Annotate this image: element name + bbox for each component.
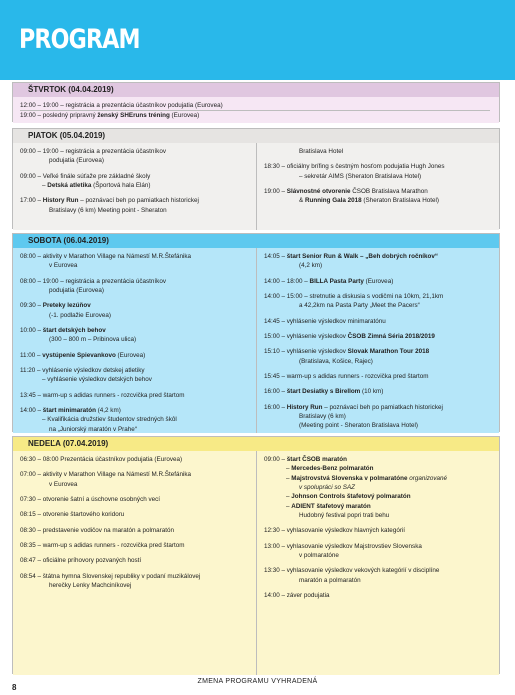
schedule-text: podujatia (Eurovea) bbox=[49, 287, 104, 295]
schedule-line bbox=[20, 147, 248, 156]
schedule-text: 18:30 – oficiálny brífing s čestným hosťom podujatia Hugh Jones bbox=[264, 163, 445, 171]
schedule-text: 08:15 – otvorenie štartového koridoru bbox=[20, 511, 125, 519]
section-body-saturday bbox=[13, 248, 499, 433]
schedule-line bbox=[20, 156, 248, 165]
schedule-text: 14:00 – záver podujatia bbox=[264, 592, 330, 600]
schedule-line bbox=[20, 326, 248, 335]
section-body-friday bbox=[13, 143, 499, 230]
schedule-text: – bbox=[42, 182, 48, 190]
section-heading-friday: PIATOK (05.04.2019) bbox=[13, 129, 499, 143]
schedule-line bbox=[264, 261, 494, 270]
schedule-line bbox=[20, 495, 248, 504]
section-friday bbox=[12, 128, 500, 229]
schedule-line bbox=[20, 311, 248, 320]
schedule-text: (4,2 km) bbox=[95, 407, 121, 415]
schedule-text: vystúpenie Spievankovo bbox=[42, 351, 116, 359]
schedule-line bbox=[264, 277, 494, 286]
schedule-text: (Eurovea) bbox=[115, 351, 146, 359]
schedule-text: v spolupráci so SAZ bbox=[299, 484, 355, 492]
schedule-text: štart minimaratón bbox=[42, 407, 96, 415]
schedule-text: 09:30 – bbox=[20, 302, 43, 310]
schedule-text: – sekretár AIMS (Sheraton Bratislava Hotel) bbox=[299, 172, 422, 180]
schedule-line bbox=[20, 366, 248, 375]
schedule-text: podujatia (Eurovea) bbox=[49, 157, 104, 165]
schedule-text: 09:00 – bbox=[264, 456, 287, 463]
schedule-line bbox=[20, 415, 248, 424]
schedule-text: – bbox=[286, 465, 292, 473]
schedule-text: 11:20 – vyhlásenie výsledkov detskej atletiky bbox=[20, 367, 145, 375]
schedule-line bbox=[20, 541, 248, 550]
schedule-line bbox=[264, 372, 494, 381]
schedule-text: (10 km) bbox=[360, 388, 384, 396]
schedule-text: a 42,2km na Pasta Party „Meet the Pacers“ bbox=[299, 302, 420, 310]
schedule-line bbox=[20, 101, 490, 111]
schedule-line bbox=[264, 464, 494, 473]
schedule-text: štart ČSOB maratón bbox=[286, 456, 347, 463]
sunday-right-column bbox=[264, 455, 494, 600]
section-heading-sunday: NEDEĽA (07.04.2019) bbox=[13, 437, 499, 451]
schedule-text: BILLA Pasta Party bbox=[309, 277, 364, 285]
schedule-line bbox=[264, 252, 494, 261]
schedule-text: Slávnostné otvorenie bbox=[286, 188, 351, 196]
schedule-text: 13:45 – warm-up s adidas runners - rozcvička pred štartom bbox=[20, 391, 185, 399]
schedule-text: organizované bbox=[407, 474, 448, 482]
schedule-text: Running Gala 2018 bbox=[304, 197, 362, 205]
schedule-text: štart detských behov bbox=[42, 327, 106, 335]
schedule-line bbox=[264, 162, 494, 171]
schedule-line bbox=[264, 492, 494, 501]
schedule-text: 08:30 – predstavenie vodičov na maratón a polmaratón bbox=[20, 526, 175, 534]
schedule-line bbox=[264, 196, 494, 205]
schedule-line bbox=[264, 474, 494, 483]
schedule-line bbox=[264, 591, 494, 600]
schedule-text: 15:10 – vyhlásenie výsledkov bbox=[264, 348, 348, 356]
schedule-line bbox=[20, 375, 248, 384]
schedule-line bbox=[264, 387, 494, 396]
schedule-line bbox=[264, 317, 494, 326]
schedule-text: (Eurovea) bbox=[363, 277, 394, 285]
schedule-text: – bbox=[286, 502, 292, 510]
schedule-line bbox=[264, 551, 494, 560]
schedule-line bbox=[20, 181, 248, 190]
schedule-line bbox=[264, 421, 494, 430]
schedule-line bbox=[264, 412, 494, 421]
schedule-text: Detská atletika bbox=[47, 182, 92, 190]
schedule-text: 10:00 – bbox=[20, 327, 43, 335]
schedule-text: 08:47 – oficiálne príhovory pozvaných hostí bbox=[20, 557, 142, 565]
schedule-line bbox=[264, 483, 494, 492]
schedule-text: – vyhlásenie výsledkov detských behov bbox=[42, 376, 152, 384]
saturday-right-column bbox=[264, 252, 494, 446]
footer-note: ZMENA PROGRAMU VYHRADENÁ bbox=[197, 678, 318, 685]
schedule-text: v Eurovea bbox=[49, 480, 78, 488]
schedule-text: 14:00 – 18:00 – bbox=[264, 277, 310, 285]
schedule-line bbox=[264, 526, 494, 535]
column-divider bbox=[256, 143, 257, 230]
schedule-text: (Eurovea) bbox=[169, 112, 200, 120]
schedule-text: – bbox=[286, 493, 292, 501]
thursday-column bbox=[20, 101, 490, 121]
schedule-text: History Run bbox=[286, 403, 323, 411]
schedule-line bbox=[20, 286, 248, 295]
schedule-line bbox=[264, 301, 494, 310]
schedule-text: 08:35 – warm-up s adidas runners - rozcvička pred štartom bbox=[20, 542, 185, 550]
schedule-text: 19:00 – bbox=[264, 188, 287, 196]
schedule-text: 12:00 – 19:00 – registrácia a prezentácia účastníkov podujatia (Eurovea) bbox=[20, 102, 223, 109]
schedule-line bbox=[20, 111, 490, 120]
schedule-text: (Bratislava, Košice, Rajec) bbox=[299, 357, 373, 365]
schedule-text: 15:00 – vyhlásenie výsledkov bbox=[264, 333, 348, 341]
section-saturday bbox=[12, 233, 500, 432]
schedule-line bbox=[264, 292, 494, 301]
schedule-text: (Sheraton Bratislava Hotel) bbox=[361, 197, 439, 205]
schedule-line bbox=[20, 172, 248, 181]
schedule-text: History Run bbox=[42, 197, 79, 205]
schedule-text: štart Senior Run & Walk – „Beh dobrých ročníkov“ bbox=[286, 253, 439, 260]
schedule-text: 08:00 – 19:00 – registrácia a prezentácia účastníkov bbox=[20, 277, 166, 285]
schedule-text: – poznávací beh po pamiatkach historickej bbox=[78, 197, 199, 205]
schedule-text: 13:30 – vyhlasovanie výsledkov vekových kategórií v disciplíne bbox=[264, 567, 440, 575]
schedule-text: 17:00 – bbox=[20, 197, 43, 205]
schedule-text: 09:00 – Veľké finále súťaže pre základné školy bbox=[20, 172, 151, 180]
sunday-left-column bbox=[20, 455, 248, 590]
section-heading-saturday: SOBOTA (06.04.2019) bbox=[13, 234, 499, 248]
schedule-text: 07:30 – otvorenie šatní a úschovne osobných vecí bbox=[20, 496, 161, 504]
schedule-line bbox=[264, 502, 494, 511]
schedule-text: (-1. podlažie Eurovea) bbox=[49, 311, 111, 319]
schedule-text: v polmaratóne bbox=[299, 552, 339, 560]
friday-left-column bbox=[20, 147, 248, 215]
schedule-text: – poznávací beh po pamiatkach historickej bbox=[322, 403, 443, 411]
schedule-text: 15:45 – warm-up s adidas runners - rozcvička pred štartom bbox=[264, 373, 429, 381]
schedule-text: (4,2 km) bbox=[299, 262, 323, 270]
schedule-text: (Športová hala Elán) bbox=[91, 182, 151, 190]
schedule-text: v Eurovea bbox=[49, 262, 78, 270]
schedule-line bbox=[20, 455, 248, 464]
schedule-text: 14:05 – bbox=[264, 253, 287, 260]
schedule-line bbox=[20, 301, 248, 310]
schedule-text: Bratislavy (6 km) Meeting point - Sheraton bbox=[49, 206, 167, 214]
schedule-line bbox=[264, 576, 494, 585]
schedule-line bbox=[20, 526, 248, 535]
schedule-line bbox=[20, 351, 248, 360]
schedule-line bbox=[20, 277, 248, 286]
schedule-text: 09:00 – 19:00 – registrácia a prezentácia účastníkov bbox=[20, 148, 166, 155]
schedule-text: 12:30 – vyhlasovanie výsledkov hlavných kategórií bbox=[264, 527, 406, 535]
schedule-line bbox=[20, 470, 248, 479]
schedule-line bbox=[20, 425, 248, 434]
schedule-line bbox=[20, 480, 248, 489]
schedule-line bbox=[264, 187, 494, 196]
schedule-text: Bratislavy (6 km) bbox=[299, 413, 346, 421]
page-title: PROGRAM bbox=[19, 24, 140, 55]
schedule-text: Johnson Controls štafetový polmaratón bbox=[291, 493, 411, 501]
schedule-text: Bratislava Hotel bbox=[299, 148, 344, 155]
schedule-text: ženský SHEruns tréning bbox=[97, 112, 170, 120]
schedule-text: Mercedes-Benz polmaratón bbox=[291, 465, 374, 473]
schedule-line bbox=[264, 357, 494, 366]
schedule-text: 08:54 – štátna hymna Slovenskej republiky v podaní muzikálovej bbox=[20, 572, 201, 580]
page-number: 8 bbox=[12, 683, 17, 692]
schedule-text: štart Desiatky s Birellom bbox=[286, 388, 361, 396]
schedule-text: Hudobný festival popri trati behu bbox=[299, 512, 390, 520]
schedule-line bbox=[264, 147, 494, 156]
schedule-line bbox=[264, 332, 494, 341]
schedule-text: 16:00 – bbox=[264, 403, 287, 411]
section-heading-thursday: ŠTVRTOK (04.04.2019) bbox=[13, 83, 499, 97]
schedule-text: Slovak Marathon Tour 2018 bbox=[347, 348, 430, 356]
schedule-text: na „Juniorský maratón v Prahe“ bbox=[49, 425, 137, 433]
schedule-line bbox=[264, 403, 494, 412]
schedule-line bbox=[264, 566, 494, 575]
schedule-line bbox=[20, 252, 248, 261]
column-divider bbox=[256, 248, 257, 433]
schedule-text: 06:30 – 08:00 Prezentácia účastníkov podujatia (Eurovea) bbox=[20, 456, 183, 463]
schedule-line bbox=[20, 391, 248, 400]
schedule-text: maratón a polmaratón bbox=[299, 576, 361, 584]
schedule-line bbox=[20, 335, 248, 344]
schedule-text: 13:00 – vyhlasovanie výsledkov Majstrovstiev Slovenska bbox=[264, 542, 422, 550]
schedule-text: (Meeting point - Sheraton Bratislava Hotel) bbox=[299, 422, 418, 430]
schedule-line bbox=[20, 196, 248, 205]
section-body-sunday bbox=[13, 451, 499, 675]
schedule-text: 08:00 – aktivity v Marathon Village na Námestí M.R.Štefánika bbox=[20, 253, 192, 260]
schedule-text: 14:45 – vyhlásenie výsledkov minimaratónu bbox=[264, 317, 386, 325]
schedule-text: – bbox=[286, 474, 292, 482]
section-thursday bbox=[12, 82, 500, 122]
schedule-line bbox=[20, 261, 248, 270]
schedule-text: Majstrovstvá Slovenska v polmaratóne bbox=[291, 474, 408, 482]
saturday-left-column bbox=[20, 252, 248, 434]
schedule-line bbox=[264, 455, 494, 464]
section-sunday bbox=[12, 436, 500, 674]
schedule-line bbox=[20, 510, 248, 519]
schedule-text: Preteky lezúňov bbox=[42, 302, 91, 310]
schedule-line bbox=[20, 206, 248, 215]
schedule-line bbox=[264, 542, 494, 551]
schedule-text: ČSOB Zimná Séria 2018/2019 bbox=[347, 333, 435, 341]
schedule-text: 11:00 – bbox=[20, 351, 43, 359]
schedule-line bbox=[20, 406, 248, 415]
schedule-line bbox=[264, 347, 494, 356]
schedule-text: 07:00 – aktivity v Marathon Village na Námestí M.R.Štefánika bbox=[20, 471, 192, 479]
schedule-text: 14:00 – bbox=[20, 407, 43, 415]
schedule-text: & bbox=[299, 197, 305, 205]
schedule-text: 16:00 – bbox=[264, 388, 287, 396]
schedule-line bbox=[20, 581, 248, 590]
schedule-line bbox=[20, 572, 248, 581]
schedule-text: (300 – 800 m – Pribinova ulica) bbox=[49, 336, 137, 344]
section-body-thursday bbox=[13, 97, 499, 123]
schedule-text: ADIENT štafetový maratón bbox=[291, 502, 371, 510]
title-banner bbox=[0, 0, 515, 80]
schedule-line bbox=[264, 511, 494, 520]
schedule-text: ČSOB Bratislava Marathon bbox=[350, 188, 428, 196]
schedule-text: herečky Lenky Machciníkovej bbox=[49, 582, 132, 590]
column-divider bbox=[256, 451, 257, 675]
friday-right-column bbox=[264, 147, 494, 206]
schedule-line bbox=[20, 556, 248, 565]
schedule-text: – Kvalifikácia družstiev študentov stredných škôl bbox=[42, 416, 177, 424]
schedule-line bbox=[264, 172, 494, 181]
schedule-text: 19:00 – posledný pripravný bbox=[20, 112, 98, 120]
schedule-text: 14:00 – 15:00 – stretnutie a diskusia s vodičmi na 10km, 21,1km bbox=[264, 293, 444, 301]
